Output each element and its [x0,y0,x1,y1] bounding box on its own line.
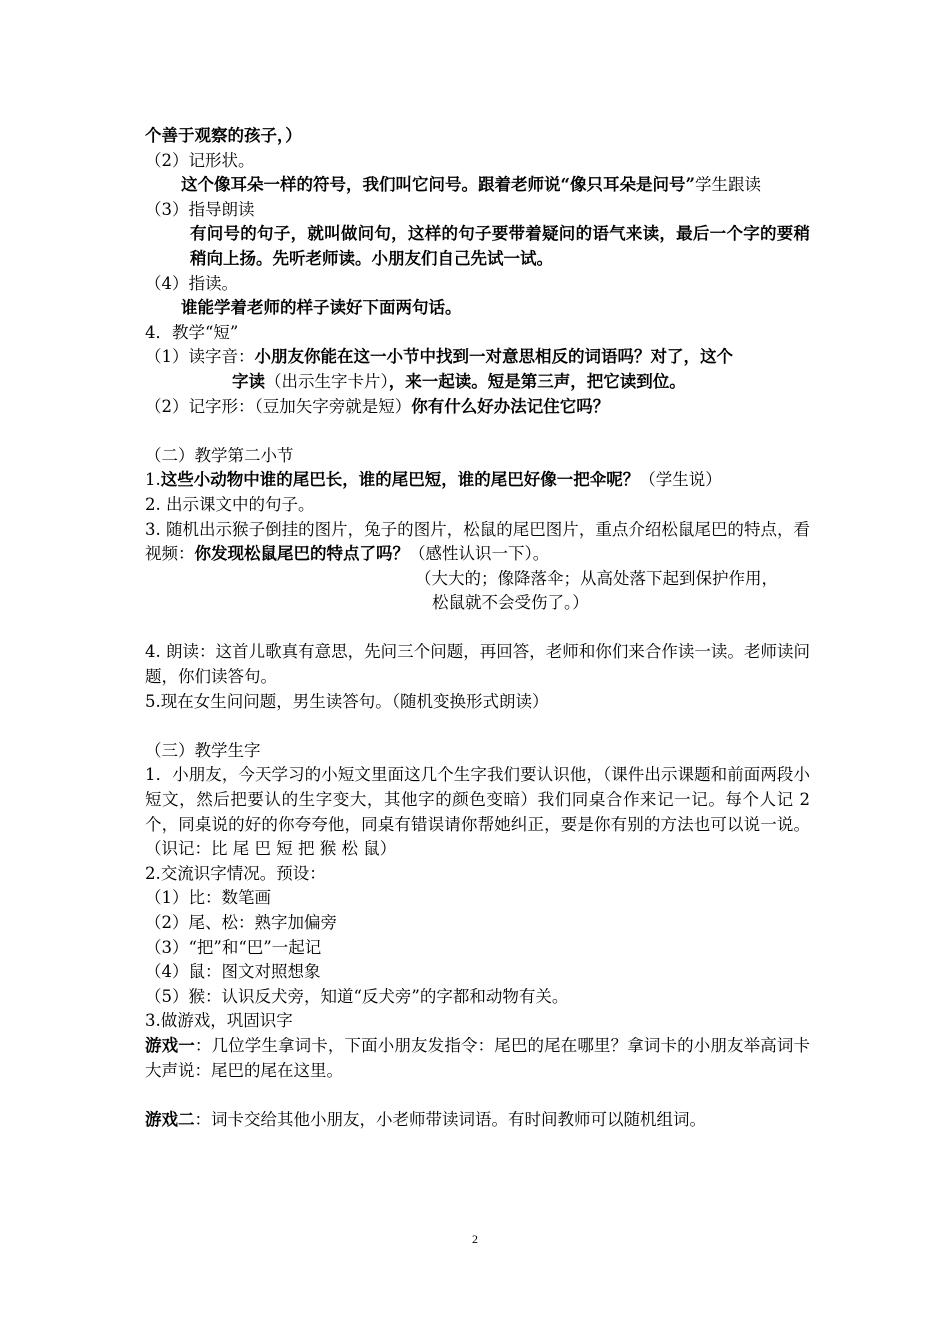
item-show-sentences: 2. 出示课文中的句子。 [145,494,315,514]
paragraph-question-mark [145,173,810,198]
item-girls-boys-reading: 5.现在女生问问题，男生读答句。（随机变换形式朗读） [145,691,549,711]
squirrel-note-line-1: （大大的；像降落伞；从高处落下起到保护作用， [415,568,778,588]
remember-form-question: 你有什么好办法记住它吗？ [411,396,610,416]
item-squirrel-tail [145,518,810,567]
preset-item-3: （3）“把”和“巴”一起记 [145,937,322,957]
game-two [145,1108,810,1133]
word-read: 字读 [232,371,265,391]
section-heading-part-two: （二）教学第二小节 [145,445,294,465]
preset-item-1: （1）比：数笔画 [145,888,271,908]
spacer [145,714,810,739]
item-play-game: 3.做游戏，巩固识字 [145,1011,293,1031]
question-mark-explanation: 这个像耳朵一样的符号，我们叫它问号。跟着老师说“像只耳朵是问号” [181,175,695,195]
step-remember-shape: （2）记形状。 [145,150,255,170]
spacer [145,616,810,641]
game-two-label: 游戏二 [145,1109,195,1129]
read-sound-label: （1）读字音： [145,347,255,367]
page-body [145,124,810,1132]
game-two-text: ：词卡交给其他小朋友，小老师带读词语。有时间教师可以随机组词。 [194,1109,706,1129]
spacer [145,1083,810,1108]
step-guided-reading: （3）指导朗读 [145,199,255,219]
preset-item-4: （4）鼠：图文对照想象 [145,962,321,982]
item-learn-characters: 1．小朋友，今天学习的小短文里面这几个生字我们要认识他，（课件出示课题和前面两段小短文，然后把要认的生字变大，其他字的颜色变暗）我们同桌合作来记一记。每个人记 2 个，同桌说的好的你夸夸他，同桌有错误请你帮她纠正，要是你有别的方法也可以说一说。（识记：比 尾 巴 短 把 猴 松 鼠） [145,765,810,859]
squirrel-question: 你发现松鼠尾巴的特点了吗？ [194,544,409,564]
read-sound-question: 小朋友你能在这一小节中找到一对意思相反的词语吗？对了，这个 [254,347,733,367]
preset-item-2: （2）尾、松：熟字加偏旁 [145,913,337,932]
squirrel-note-line-2: 松鼠就不会受伤了。） [432,593,589,613]
paragraph-observing-child: 个善于观察的孩子，） [145,126,302,145]
animal-tails-question: 这些小动物中谁的尾巴长，谁的尾巴短，谁的尾巴好像一把伞呢？ [160,470,640,490]
paragraph-read-two-sentences: 谁能学着老师的样子读好下面两句话。 [181,298,462,318]
students-answer: （学生说） [639,470,722,490]
perceptual-understanding: （感性认识一下）。 [409,544,550,564]
item-read-aloud: 4. 朗读：这首儿歌真有意思，先问三个问题，再回答，老师和你们来合作读一读。老师读问题，你们读答句。 [145,642,810,687]
step-read-sound [145,345,810,370]
page-number: 2 [472,1232,478,1246]
item-number: 1. [145,470,161,490]
step-read-sound-continued [145,370,810,395]
game-one [145,1034,810,1083]
squirrel-intro: 3. 随机出示猴子倒挂的图片，兔子的图片，松鼠的尾巴图片，重点介绍松鼠尾巴的特点，看视频： [145,519,810,564]
item-animal-tails [145,468,810,493]
game-one-text: ：几位学生拿词卡，下面小朋友发指令：尾巴的尾在哪里？拿词卡的小朋友举高词卡大声说：尾巴的尾在这里。 [145,1035,811,1080]
game-one-label: 游戏一 [145,1035,195,1055]
read-together: ，来一起读。短是第三声，把它读到位。 [388,371,686,391]
students-follow-reading: 学生跟读 [694,175,761,195]
step-point-reading: （4）指读。 [145,273,238,293]
step-remember-form [145,395,810,420]
show-word-card: （出示生字卡片） [265,371,389,391]
paragraph-question-sentence: 有问号的句子，就叫做问句，这样的句子要带着疑问的语气来读，最后一个字的要稍稍向上扬。先听老师读。小朋友们自己先试一试。 [190,224,810,268]
section-teach-duan: 4．教学“短” [145,322,239,342]
item-exchange-literacy: 2.交流识字情况。预设： [145,863,326,883]
remember-form-label: （2）记字形：（豆加矢字旁就是短） [145,396,412,416]
section-heading-part-three: （三）教学生字 [145,740,261,760]
spacer [145,419,810,444]
preset-item-5: （5）猴：认识反犬旁，知道“反犬旁”的字都和动物有关。 [145,986,569,1006]
